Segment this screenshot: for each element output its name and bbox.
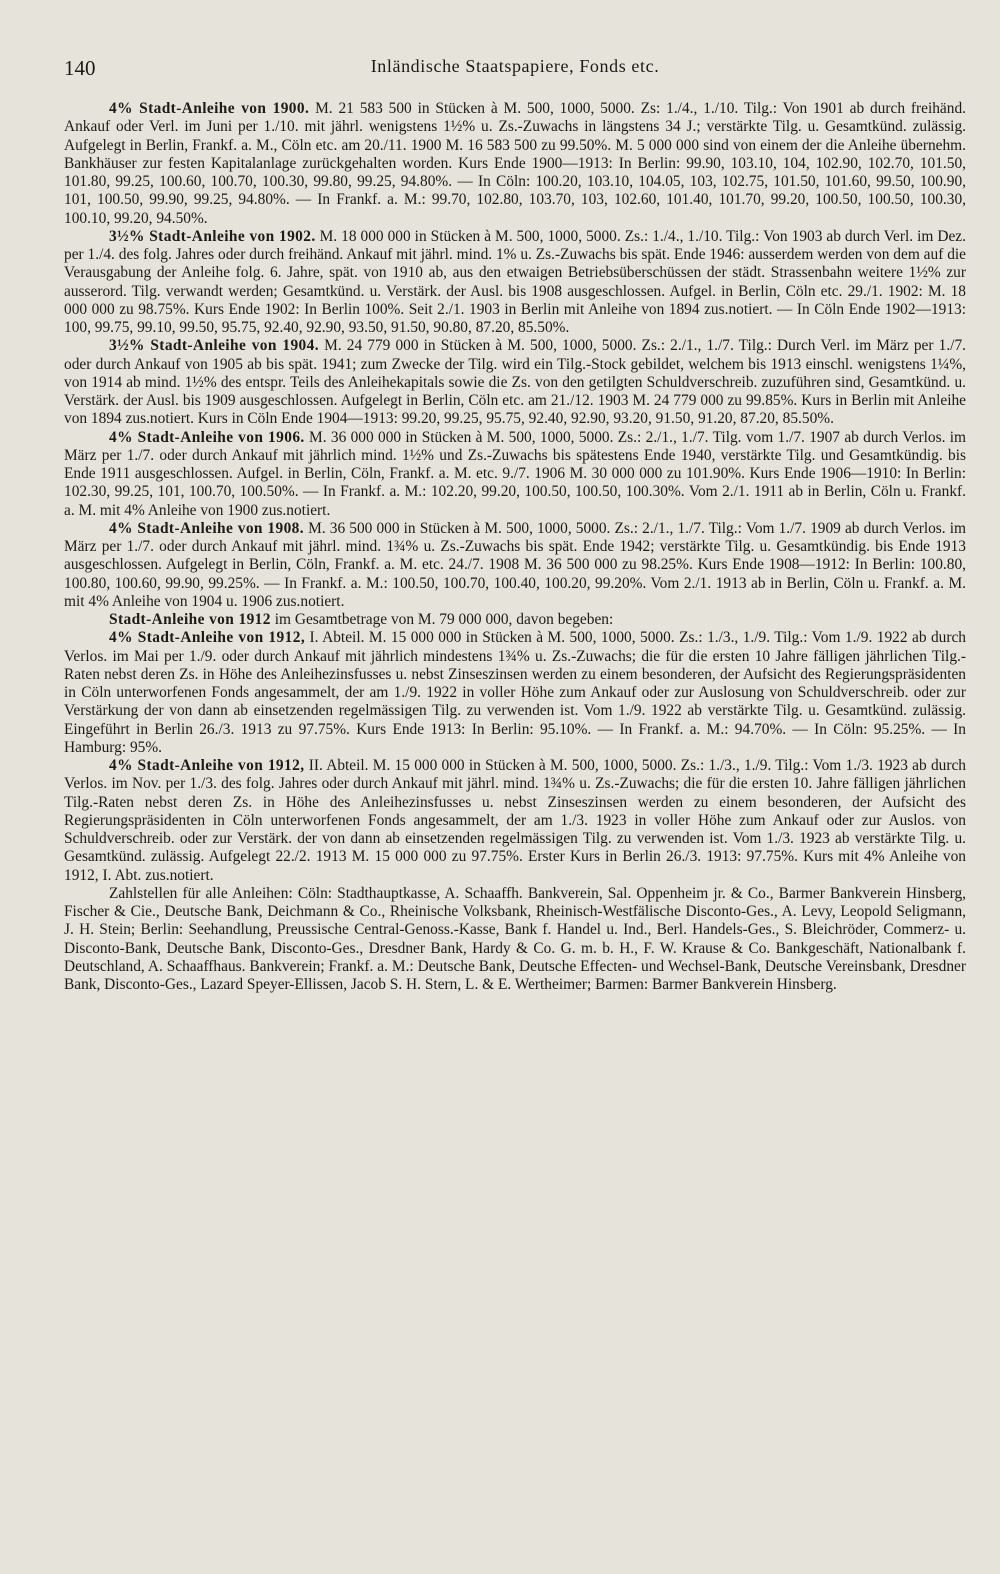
entry-1912-part-2 <box>64 757 966 885</box>
entry-title: 4% Stadt-Anleihe von 1900. <box>109 100 310 117</box>
entry-1906 <box>64 429 966 520</box>
entry-text: M. 21 583 500 in Stücken à M. 500, 1000, 5000. Zs: 1./4., 1./10. Tilg.: Von 1901 ab durch freihänd. Ankauf oder Verl. im Juni per 1./10. mit jährl. wenigstens 1½% u. Zs.-Zuwachs in längstens 34 J.; verstärkte Tilg. u. Gesamtkünd. zulässig. Aufgelegt in Berlin, Frankf. a. M., Cöln etc. am 20./11. 1900 M. 16 583 500 zu 99.50%. M. 5 000 000 sind von einem der die Anleihe übernehm. Bankhäuser zur festen Kapitalanlage zurückgehalten worden. Kurs Ende 1900—1913: In Berlin: 99.90, 103.10, 104, 102.90, 102.70, 101.50, 101.80, 99.25, 100.60, 100.70, 100.30, 99.80, 99.25, 94.80%. — In Cöln: 100.20, 103.10, 104.05, 103, 102.75, 101.50, 101.60, 99.50, 100.90, 101, 100.50, 99.90, 99.25, 94.80%. — In Frankf. a. M.: 99.70, 102.80, 103.70, 103, 102.60, 101.40, 101.70, 99.20, 100.50, 100.50, 100.30, 100.10, 99.20, 94.50%. <box>64 100 966 227</box>
entry-text: M. 36 500 000 in Stücken à M. 500, 1000, 5000. Zs.: 2./1., 1./7. Tilg.: Vom 1./7. 1909 ab durch Verlos. im März per 1./7. oder durch Ankauf mit jährl. mind. 1¾% u. Zs.-Zuwachs bis spät. Ende 1942; verstärkte Tilg. u. Gesamtkündig. bis Ende 1913 ausgeschlossen. Aufgelegt in Berlin, Cöln, Frankf. a. M. etc. 24./7. 1908 M. 36 500 000 zu 98.25%. Kurs Ende 1908—1912: In Berlin: 100.80, 100.80, 100.60, 99.90, 99.25%. — In Frankf. a. M.: 100.50, 100.70, 100.40, 100.20, 99.20%. Vom 2./1. 1913 ab in Berlin, Cöln u. Frankf. a. M. mit 4% Anleihe von 1904 u. 1906 zus.notiert. <box>64 519 966 610</box>
entry-title: 4% Stadt-Anleihe von 1912, <box>109 629 306 647</box>
entry-text: I. Abteil. M. 15 000 000 in Stücken à M. 500, 1000, 5000. Zs.: 1./3., 1./9. Tilg.: Vom 1./9. 1922 ab durch Verlos. im Mai per 1./9. oder durch Ankauf mit jährlich mindestens 1¾% u. Zs.-Zuwachs; die für die ersten 10 Jahre fälligen jährlichen Tilg.-Raten nebst deren Zs. in Höhe des Anleihezinsfusses u. nebst Zinseszinsen werden zu einem besonderen, der Aufsicht des Regierungspräsidenten in Cöln unterworfenen Fonds angesammelt, der am 1./9. 1922 in voller Höhe zum Ankauf oder zur Auslosung von Schuldverschreib. oder zur Verstärkung der von dann ab einsetzenden regelmässigen Tilg. zu verwenden ist. Vom 1./9. 1922 ab verstärkte Tilg. u. Gesamtkünd. zulässig. Eingeführt in Berlin 26./3. 1913 zu 97.75%. Kurs Ende 1913: In Berlin: 95.10%. — In Frankf. a. M.: 94.70%. — In Cöln: 95.25%. — In Hamburg: 95%. <box>64 629 967 756</box>
entry-title: 4% Stadt-Anleihe von 1906. <box>109 428 305 446</box>
running-title: Inländische Staatspapiere, Fonds etc. <box>370 56 660 76</box>
paying-agents: Zahlstellen für alle Anleihen: Cöln: Stadthauptkasse, A. Schaaffh. Bankverein, Sal. Oppenheim jr. & Co., Barmer Bankverein Hinsberg, Fischer & Cie., Deutsche Bank, Deichmann & Co., Rheinische Volksbank, Rheinisch-Westfälische Disconto-Ges., A. Levy, Leopold Seligmann, J. H. Stein; Berlin: Seehandlung, Preussische Central-Genoss.-Kasse, Bank f. Handel u. Ind., Berl. Handels-Ges., S. Bleichröder, Commerz- u. Disconto-Bank, Deutsche Bank, Disconto-Ges., Dresdner Bank, Hardy & Co. G. m. b. H., F. W. Krause & Co. Bankgeschäft, Nationalbank f. Deutschland, A. Schaaffhaus. Bankverein; Frankf. a. M.: Deutsche Bank, Deutsche Effecten- und Wechsel-Bank, Deutsche Vereinsbank, Dresdner Bank, Disconto-Ges., Lazard Speyer-Ellissen, Jacob S. H. Stern, L. & E. Wertheimer; Barmen: Barmer Bankverein Hinsberg. <box>64 884 966 993</box>
entry-1912-part-1 <box>64 629 966 757</box>
entry-title: 3½% Stadt-Anleihe von 1904. <box>109 337 319 355</box>
entry-title: 4% Stadt-Anleihe von 1908. <box>109 519 305 537</box>
entry-1908 <box>64 520 966 611</box>
entry-1904 <box>64 337 966 428</box>
entry-1902 <box>64 228 966 338</box>
body-text <box>64 100 966 994</box>
running-head <box>64 52 966 82</box>
section-heading: Stadt-Anleihe von 1912 <box>109 611 271 628</box>
entry-text: M. 24 779 000 in Stücken à M. 500, 1000, 5000. Zs.: 2./1., 1./7. Tilg.: Durch Verl. im März per 1./7. oder durch Ankauf von 1905 ab bis spät. 1941; zum Zwecke der Tilg. wird ein Tilg.-Stock gebildet, welchem bis 1913 einschl. wenigstens 1¼%, von 1914 ab mind. 1½% des entspr. Teils des Anleihekapitals sowie die Zs. von den getilgten Schuldverschreib. zuzuführen sind, Gesamtkünd. u. Verstärk. der Ausl. bis 1909 ausgeschlossen. Aufgelegt in Berlin, Cöln etc. am 21./12. 1903 M. 24 779 000 zu 99.85%. Kurs in Berlin mit Anleihe von 1894 zus.notiert. Kurs in Cöln Ende 1904—1913: 99.20, 99.25, 95.75, 92.40, 92.90, 93.20, 91.50, 91.20, 87.20, 85.50%. <box>64 337 966 428</box>
section-intro: im Gesamtbetrage von M. 79 000 000, davon begeben: <box>274 611 614 628</box>
entry-text: II. Abteil. M. 15 000 000 in Stücken à M. 500, 1000, 5000. Zs.: 1./3., 1./9. Tilg.: Vom 1./3. 1923 ab durch Verlos. im Nov. per 1./3. des folg. Jahres oder durch Ankauf mit jährl. mind. 1¾% u. Zs.-Zuwachs; die für die ersten 10. Jahre fälligen jährlichen Tilg.-Raten nebst deren Zs. in Höhe des Anleihezinsfusses u. nebst Zinseszinsen werden zu einem besonderen, der Aufsicht des Regierungspräsidenten in Cöln unterworfenen Fonds angesammelt, der am 1./3. 1923 in voller Höhe zum Ankauf oder zur Auslos. von Schuldverschreib. oder zur Verstärk. der von dann ab einsetzenden regelmässigen Tilg. zu verwenden ist. Vom 1./3. 1923 ab verstärkte Tilg. u. Gesamtkünd. zulässig. Aufgelegt 22./2. 1913 M. 15 000 000 zu 97.75%. Erster Kurs in Berlin 26./3. 1913: 97.75%. Kurs mit 4% Anleihe von 1912, I. Abt. zus.notiert. <box>64 757 966 884</box>
page-number: 140 <box>64 56 96 80</box>
entry-text: M. 18 000 000 in Stücken à M. 500, 1000, 5000. Zs.: 1./4., 1./10. Tilg.: Von 1903 ab durch Verl. im Dez. per 1./4. des folg. Jahres oder durch freihänd. Ankauf mit jährl. mind. 1% u. Zs.-Zuwachs bis spät. Ende 1946: ausserdem werden von dem auf die Verausgabung der Anleihe folg. 6. Jahre, spät. von 1910 ab, aus den etwaigen Betriebsüberschüssen der städt. Strassenbahn weitere 1½% zur ausserord. Tilg. verwandt werden; Gesamtkünd. u. Verstärk. der Ausl. bis 1908 ausgeschlossen. Aufgel. in Berlin, Cöln etc. 29./1. 1902: M. 18 000 000 zu 98.75%. Kurs Ende 1902: In Berlin 100%. Seit 2./1. 1903 in Berlin mit Anleihe von 1894 zus.notiert. — In Cöln Ende 1902—1913: 100, 99.75, 99.10, 99.50, 95.75, 92.40, 92.90, 93.50, 91.50, 90.80, 87.20, 85.50%. <box>64 227 966 336</box>
entry-title: 4% Stadt-Anleihe von 1912, <box>109 757 305 774</box>
section-1912-heading <box>64 611 966 629</box>
entry-title: 3½% Stadt-Anleihe von 1902. <box>109 227 316 245</box>
entry-1900 <box>64 100 966 228</box>
entry-text: M. 36 000 000 in Stücken à M. 500, 1000, 5000. Zs.: 2./1., 1./7. Tilg. vom 1./7. 1907 ab durch Verlos. im März per 1./7. oder durch Ankauf mit jährlich mind. 1½% und Zs.-Zuwachs bis spätestens Ende 1940, verstärkte Tilg. und Gesamtkündig. bis Ende 1911 ausgeschlossen. Aufgel. in Berlin, Cöln, Frankf. a. M. etc. 9./7. 1906 M. 30 000 000 zu 101.90%. Kurs Ende 1906—1910: In Berlin: 102.30, 99.25, 101, 100.70, 100.50%. — In Frankf. a. M.: 102.20, 99.20, 100.50, 100.50, 100.30%. Vom 2./1. 1911 ab in Berlin, Cöln u. Frankf. a. M. mit 4% Anleihe von 1900 zus.notiert. <box>64 428 967 519</box>
